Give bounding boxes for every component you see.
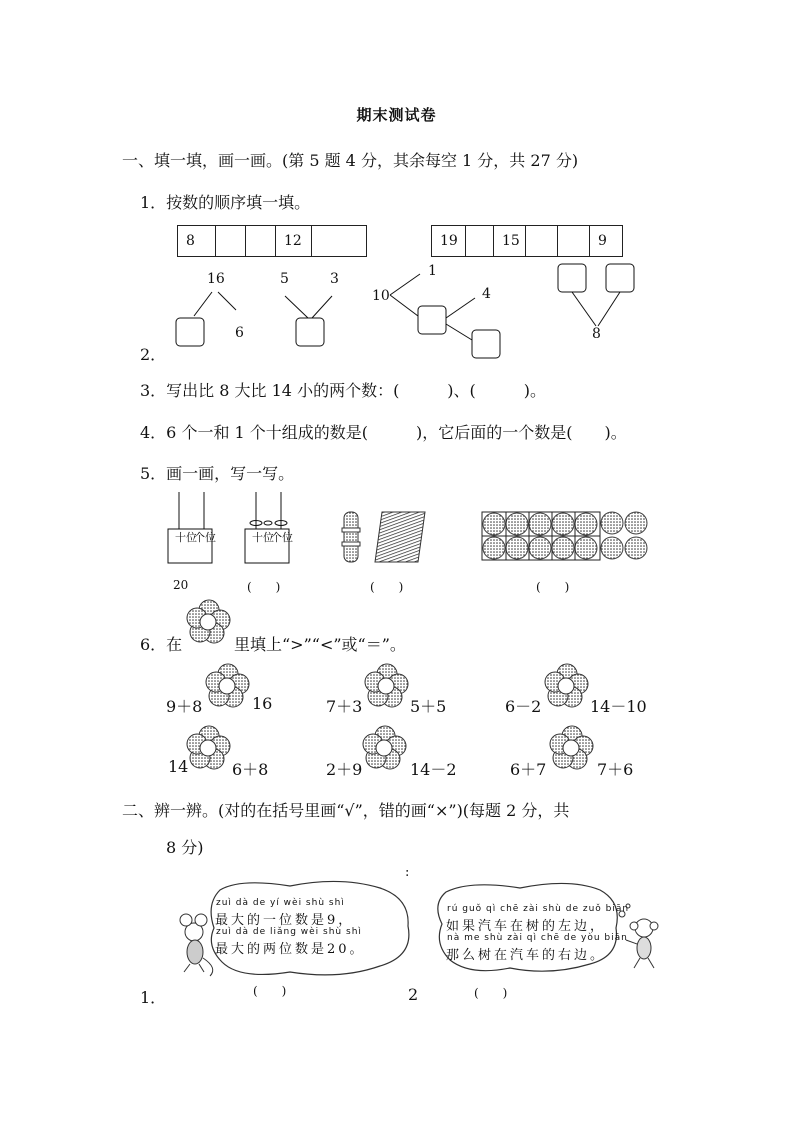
sequence-cell[interactable]: 12 <box>276 226 312 256</box>
bond3-top: 1 <box>428 263 437 279</box>
answer-box[interactable] <box>606 264 634 292</box>
sequence-cell[interactable]: 19 <box>432 226 466 256</box>
item1-pinyin-2: zuì dà de liǎng wèi shù shì <box>216 927 362 937</box>
item1-number: 1． <box>140 988 167 1007</box>
sequence-cell[interactable]: 15 <box>494 226 526 256</box>
bond3-root: 10 <box>372 288 390 304</box>
compare-left: 9＋8 <box>166 697 203 716</box>
compare-right: 7＋6 <box>597 760 634 779</box>
abacus1-tens-label: 十位 <box>175 531 197 544</box>
abacus-1 <box>168 492 212 563</box>
answer-box[interactable] <box>418 306 446 334</box>
q5-answer-2[interactable]: ( ) <box>247 580 281 594</box>
bond1-right: 6 <box>235 325 244 341</box>
q6-label-post: 里填上“>”“<”或“＝”。 <box>234 635 406 654</box>
compare-right: 14－10 <box>590 697 647 716</box>
answer-box[interactable] <box>296 318 324 346</box>
mouse-illustration <box>180 914 213 976</box>
answer-box[interactable] <box>472 330 500 358</box>
number-bond-diagrams <box>170 268 630 368</box>
answer-box[interactable] <box>176 318 204 346</box>
item2-line-1: 如果汽车在树的左边， <box>446 919 607 934</box>
number-bond-4 <box>558 264 634 326</box>
stray-mark: : <box>405 865 410 880</box>
section2-heading-cont: 8 分) <box>166 838 204 857</box>
q5-drawings <box>160 488 660 578</box>
compare-right: 5＋5 <box>410 697 447 716</box>
sequence-cell[interactable]: 9 <box>598 233 607 249</box>
compare-left: 6＋7 <box>510 760 547 779</box>
flower-answer-icon[interactable] <box>205 662 253 710</box>
q6-label-pre: 6．在 <box>140 635 183 654</box>
abacus2-tens-label: 十位 <box>252 531 274 544</box>
item1-answer[interactable]: ( ) <box>253 984 287 998</box>
section1-heading: 一、填一填，画一画。(第 5 题 4 分，其余每空 1 分，共 27 分) <box>122 151 579 170</box>
compare-left: 2＋9 <box>326 760 363 779</box>
flower-answer-icon[interactable] <box>186 724 234 772</box>
q2-label: 2． <box>140 345 167 364</box>
flower-answer-icon[interactable] <box>362 724 410 772</box>
item1-line-2: 最大的两位数是20。 <box>215 942 366 957</box>
item2-pinyin-2: nà me shù zài qì chē de yòu biān <box>447 933 628 943</box>
flower-answer-icon[interactable] <box>364 662 412 710</box>
bond4-bottom: 8 <box>592 326 601 342</box>
sequence-cell[interactable] <box>558 226 590 256</box>
abacus-2[interactable] <box>245 492 289 563</box>
bond3-mid: 4 <box>482 286 491 302</box>
compare-left: 7＋3 <box>326 697 363 716</box>
compare-left: 14 <box>168 757 189 776</box>
q3-text: 3．写出比 8 大比 14 小的两个数：( )、( )。 <box>140 381 547 400</box>
flower-answer-icon[interactable] <box>544 662 592 710</box>
q1-sequence-row-2 <box>431 225 623 257</box>
q5-answer-3[interactable]: ( ) <box>370 580 404 594</box>
compare-right: 14－2 <box>410 760 457 779</box>
q1-sequence-row-1 <box>177 225 367 257</box>
item2-answer[interactable]: ( ) <box>474 986 508 1000</box>
sequence-cell[interactable]: 8 <box>178 226 216 256</box>
abacus1-ones-label: 个位 <box>194 531 216 544</box>
sticks-bundle <box>342 512 425 562</box>
item1-pinyin-1: zuì dà de yí wèi shù shì <box>216 898 345 908</box>
item2-number: 2 <box>408 985 419 1004</box>
sequence-cell[interactable] <box>246 226 276 256</box>
dot-blocks <box>482 512 647 560</box>
bond2-left: 5 <box>280 271 289 287</box>
compare-left: 6－2 <box>505 697 542 716</box>
bond2-right: 3 <box>330 271 339 287</box>
item2-pinyin-1: rú guǒ qì chē zài shù de zuǒ biān <box>447 904 630 914</box>
flower-answer-icon[interactable] <box>549 724 597 772</box>
q4-text: 4．6 个一和 1 个十组成的数是( )，它后面的一个数是( )。 <box>140 423 627 442</box>
number-bond-2 <box>285 296 332 346</box>
item2-line-2: 那么树在汽车的右边。 <box>446 948 607 963</box>
bond1-top: 16 <box>207 271 225 287</box>
sequence-cell[interactable] <box>466 226 494 256</box>
q5-answer-4[interactable]: ( ) <box>536 580 570 594</box>
page-title: 期末测试卷 <box>356 106 437 124</box>
number-bond-1 <box>176 292 236 346</box>
compare-right: 16 <box>252 694 273 713</box>
item1-line-1: 最大的一位数是9， <box>215 913 355 928</box>
flower-icon <box>186 598 234 646</box>
q5-answer-1: 20 <box>173 578 189 592</box>
section2-heading: 二、辨一辨。(对的在括号里画“√”，错的画“×”)(每题 2 分，共 <box>122 801 570 820</box>
sequence-cell[interactable] <box>216 226 246 256</box>
sequence-cell[interactable] <box>526 226 558 256</box>
compare-right: 6＋8 <box>232 760 269 779</box>
sequence-cell[interactable] <box>312 226 366 256</box>
abacus2-ones-label: 个位 <box>271 531 293 544</box>
answer-box[interactable] <box>558 264 586 292</box>
q5-label: 5．画一画，写一写。 <box>140 464 295 483</box>
q1-label: 1．按数的顺序填一填。 <box>140 193 311 212</box>
